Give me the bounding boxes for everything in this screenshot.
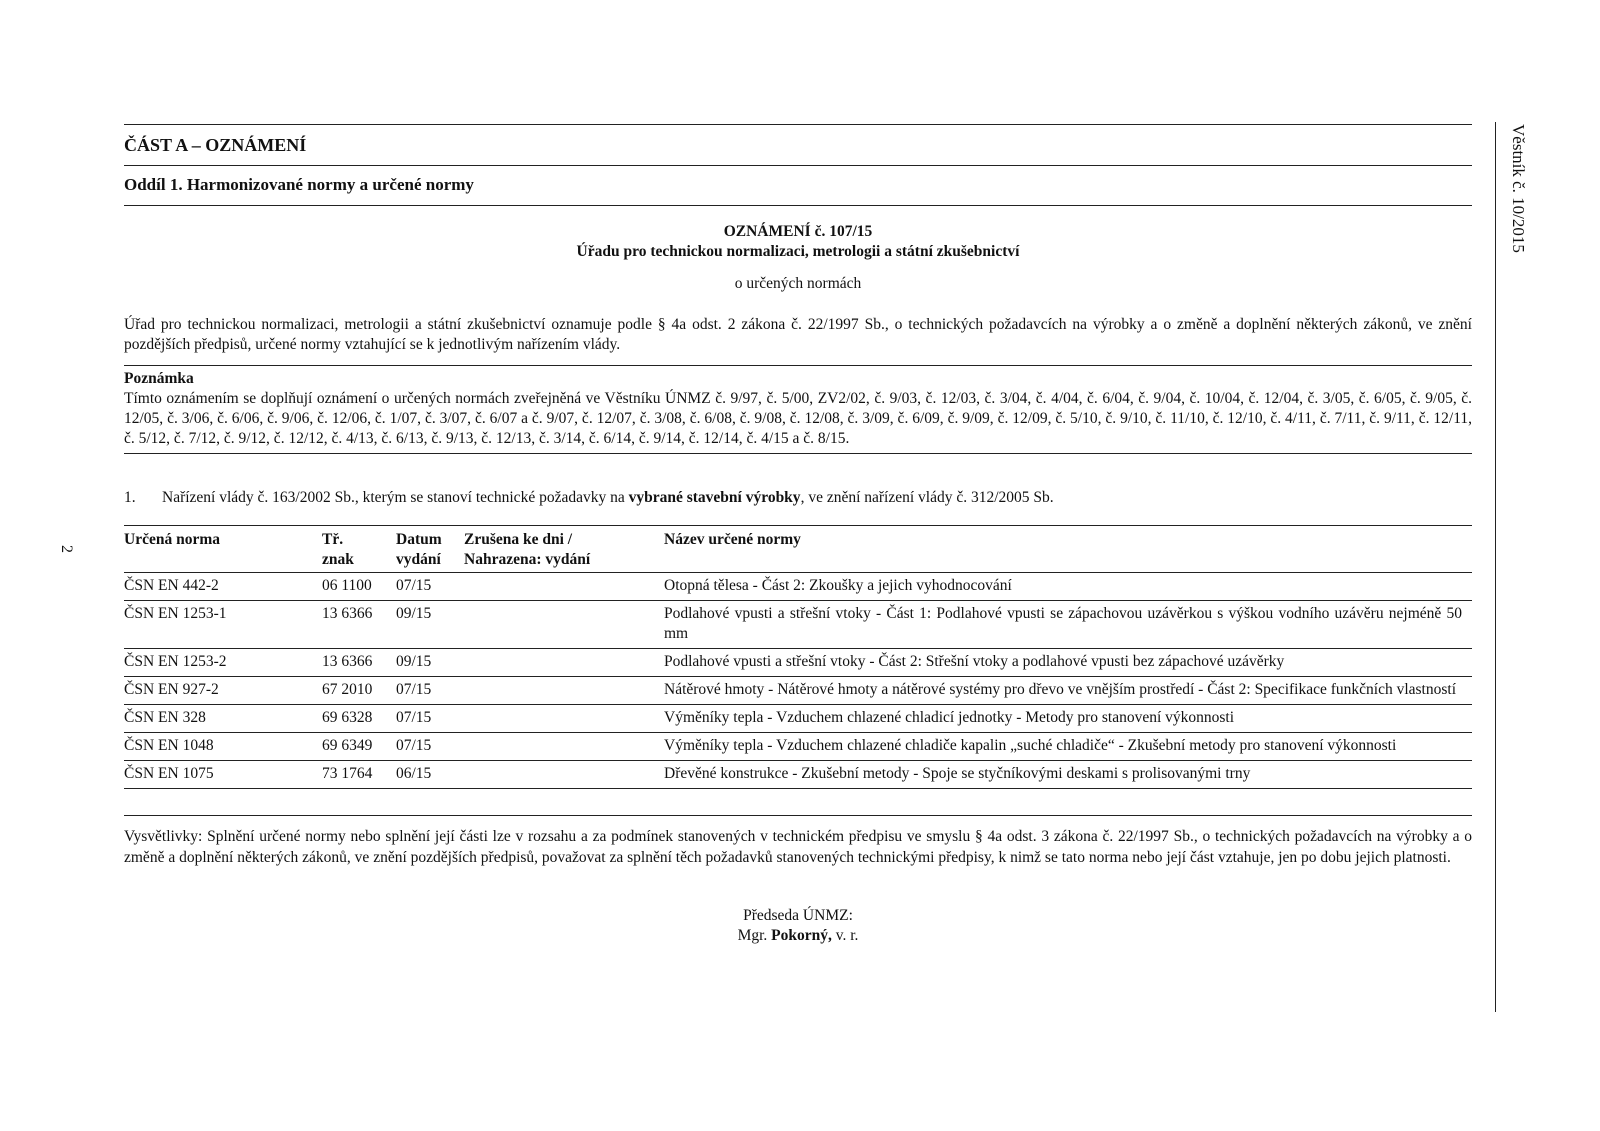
cell-norm: ČSN EN 1048 — [124, 733, 322, 761]
header-date-line1: Datum — [396, 531, 442, 548]
cell-cancelled — [464, 573, 664, 601]
note-text: Tímto oznámením se doplňují oznámení o určených normách zveřejněná ve Věstníku ÚNMZ č. 9/97, č. 5/00, ZV2/02, č. 9/03, č. 12/03, č. 3/04, č. 4/04, č. 6/04, č. 9/04, č. 10/04, č. 12/04, č. 3/05, č. 6/05, č. 9/05, č. 12/05, č. 3/06, č. 6/06, č. 9/06, č. 12/06, č. 1/07, č. 3/07, č. 6/07 a č. 9/07, č. 12/07, č. 3/08, č. 6/08, č. 9/08, č. 12/08, č. 3/09, č. 6/09, č. 9/09, č. 12/09, č. 5/10, č. 9/10, č. 11/10, č. 12/10, č. 4/11, č. 7/11, č. 9/11, č. 12/11, č. 5/12, č. 7/12, č. 9/12, č. 12/12, č. 4/13, č. 6/13, č. 9/13, č. 12/13, č. 3/14, č. 6/14, č. 9/14, č. 12/14, č. 4/15 a č. 8/15. — [124, 390, 1472, 447]
section-rule — [124, 205, 1472, 206]
cell-norm: ČSN EN 1075 — [124, 761, 322, 789]
notice-subtitle: Úřadu pro technickou normalizaci, metrologii a státní zkušebnictví — [576, 243, 1020, 260]
cell-name: Výměníky tepla - Vzduchem chlazené chladicí jednotky - Metody pro stanovení výkonnosti — [664, 705, 1472, 733]
table-row — [124, 761, 1472, 789]
cell-class: 69 6349 — [322, 733, 396, 761]
cell-date: 07/15 — [396, 677, 464, 705]
cell-cancelled — [464, 677, 664, 705]
cell-cancelled — [464, 649, 664, 677]
cell-norm: ČSN EN 927-2 — [124, 677, 322, 705]
part-heading: ČÁST A – OZNÁMENÍ — [124, 135, 307, 155]
cell-date: 07/15 — [396, 705, 464, 733]
cell-cancelled — [464, 705, 664, 733]
cell-norm: ČSN EN 328 — [124, 705, 322, 733]
cell-class: 73 1764 — [322, 761, 396, 789]
cell-norm: ČSN EN 1253-1 — [124, 601, 322, 649]
table-row — [124, 733, 1472, 761]
cell-date: 06/15 — [396, 761, 464, 789]
page-content — [124, 124, 1472, 946]
cell-class: 06 1100 — [322, 573, 396, 601]
header-cancelled-line1: Zrušena ke dni / — [464, 531, 573, 548]
header-class-line1: Tř. — [322, 531, 344, 548]
signature-prefix: Mgr. — [737, 927, 772, 944]
cell-name: Dřevěné konstrukce - Zkušební metody - Spoje se styčníkovými deskami s prolisovanými trny — [664, 761, 1472, 789]
cell-name: Nátěrové hmoty - Nátěrové hmoty a nátěrové systémy pro dřevo ve vnějším prostředí - Část 2: Specifikace funkčních vlastností — [664, 677, 1472, 705]
explanation-text: Vysvětlivky: Splnění určené normy nebo splnění její části lze v rozsahu a za podmínek stanovených v technickém předpisu ve smyslu § 4a odst. 3 zákona č. 22/1997 Sb., o technických požadavcích na výrobky a o změně a doplnění některých zákonů, ve znění pozdějších předpisů, považovat za splnění těch požadavků stanovených technickými předpisy, k nimž se tato norma nebo její část vztahuje, jen po dobu jejich platnosti. — [124, 828, 1472, 866]
regulation-number: 1. — [124, 489, 136, 506]
header-norm — [124, 526, 322, 573]
cell-class: 13 6366 — [322, 601, 396, 649]
header-class — [322, 526, 396, 573]
signature-role: Předseda ÚNMZ: — [743, 907, 853, 924]
norms-table — [124, 525, 1472, 789]
header-cancelled — [464, 526, 664, 573]
explanation-rule — [124, 815, 1472, 816]
header-norm-label: Určená norma — [124, 531, 220, 548]
cell-class: 69 6328 — [322, 705, 396, 733]
note-title: Poznámka — [124, 370, 194, 387]
page-number: 2 — [58, 545, 75, 553]
header-name-label: Název určené normy — [664, 531, 801, 548]
cell-date: 09/15 — [396, 649, 464, 677]
table-row — [124, 705, 1472, 733]
table-row — [124, 649, 1472, 677]
cell-date: 07/15 — [396, 733, 464, 761]
notice-title: OZNÁMENÍ č. 107/15 — [723, 223, 873, 240]
header-name — [664, 526, 1472, 573]
note-box — [124, 365, 1472, 454]
table-row — [124, 573, 1472, 601]
cell-cancelled — [464, 601, 664, 649]
regulation-text-start: Nařízení vlády č. 163/2002 Sb., kterým se stanoví technické požadavky na — [162, 489, 629, 506]
cell-name: Výměníky tepla - Vzduchem chlazené chladiče kapalin „suché chladiče“ - Zkušební metody pro stanovení výkonnosti — [664, 733, 1472, 761]
notice-topic: o určených normách — [734, 275, 862, 292]
table-row — [124, 677, 1472, 705]
regulation-subject: vybrané stavební výrobky — [628, 489, 801, 506]
cell-name: Podlahové vpusti a střešní vtoky - Část 2: Střešní vtoky a podlahové vpusti bez zápachové uzávěrky — [664, 649, 1472, 677]
header-date — [396, 526, 464, 573]
cell-norm: ČSN EN 442-2 — [124, 573, 322, 601]
header-class-line2: znak — [322, 551, 354, 568]
table-header-row — [124, 526, 1472, 573]
signature-suffix: v. r. — [831, 927, 859, 944]
cell-norm: ČSN EN 1253-2 — [124, 649, 322, 677]
table-row — [124, 601, 1472, 649]
cell-name: Podlahové vpusti a střešní vtoky - Část 1: Podlahové vpusti se zápachovou uzávěrkou s výškou vodního uzávěru nejméně 50 mm — [664, 601, 1472, 649]
cell-date: 09/15 — [396, 601, 464, 649]
notice-intro: Úřad pro technickou normalizaci, metrologii a státní zkušebnictví oznamuje podle § 4a odst. 2 zákona č. 22/1997 Sb., o technických požadavcích na výrobky a o změně a doplnění některých zákonů, ve znění pozdějších předpisů, určené normy vztahující se k jednotlivým nařízením vlády. — [124, 316, 1472, 353]
signature-name: Pokorný, — [771, 927, 832, 944]
signature-block — [124, 906, 1472, 946]
regulation-text-end: , ve znění nařízení vlády č. 312/2005 Sb. — [800, 489, 1054, 506]
cell-name: Otopná tělesa - Část 2: Zkoušky a jejich vyhodnocování — [664, 573, 1472, 601]
cell-cancelled — [464, 733, 664, 761]
cell-class: 13 6366 — [322, 649, 396, 677]
cell-class: 67 2010 — [322, 677, 396, 705]
cell-cancelled — [464, 761, 664, 789]
cell-date: 07/15 — [396, 573, 464, 601]
header-cancelled-line2: Nahrazena: vydání — [464, 551, 591, 568]
running-head: Věstník č. 10/2015 — [1509, 124, 1528, 253]
header-date-line2: vydání — [396, 551, 441, 568]
signature-name-line — [124, 926, 1472, 946]
regulation-text — [162, 488, 1054, 508]
section-heading: Oddíl 1. Harmonizované normy a určené normy — [124, 175, 474, 194]
margin-rule — [1495, 122, 1496, 1012]
regulation-item — [124, 488, 1472, 508]
